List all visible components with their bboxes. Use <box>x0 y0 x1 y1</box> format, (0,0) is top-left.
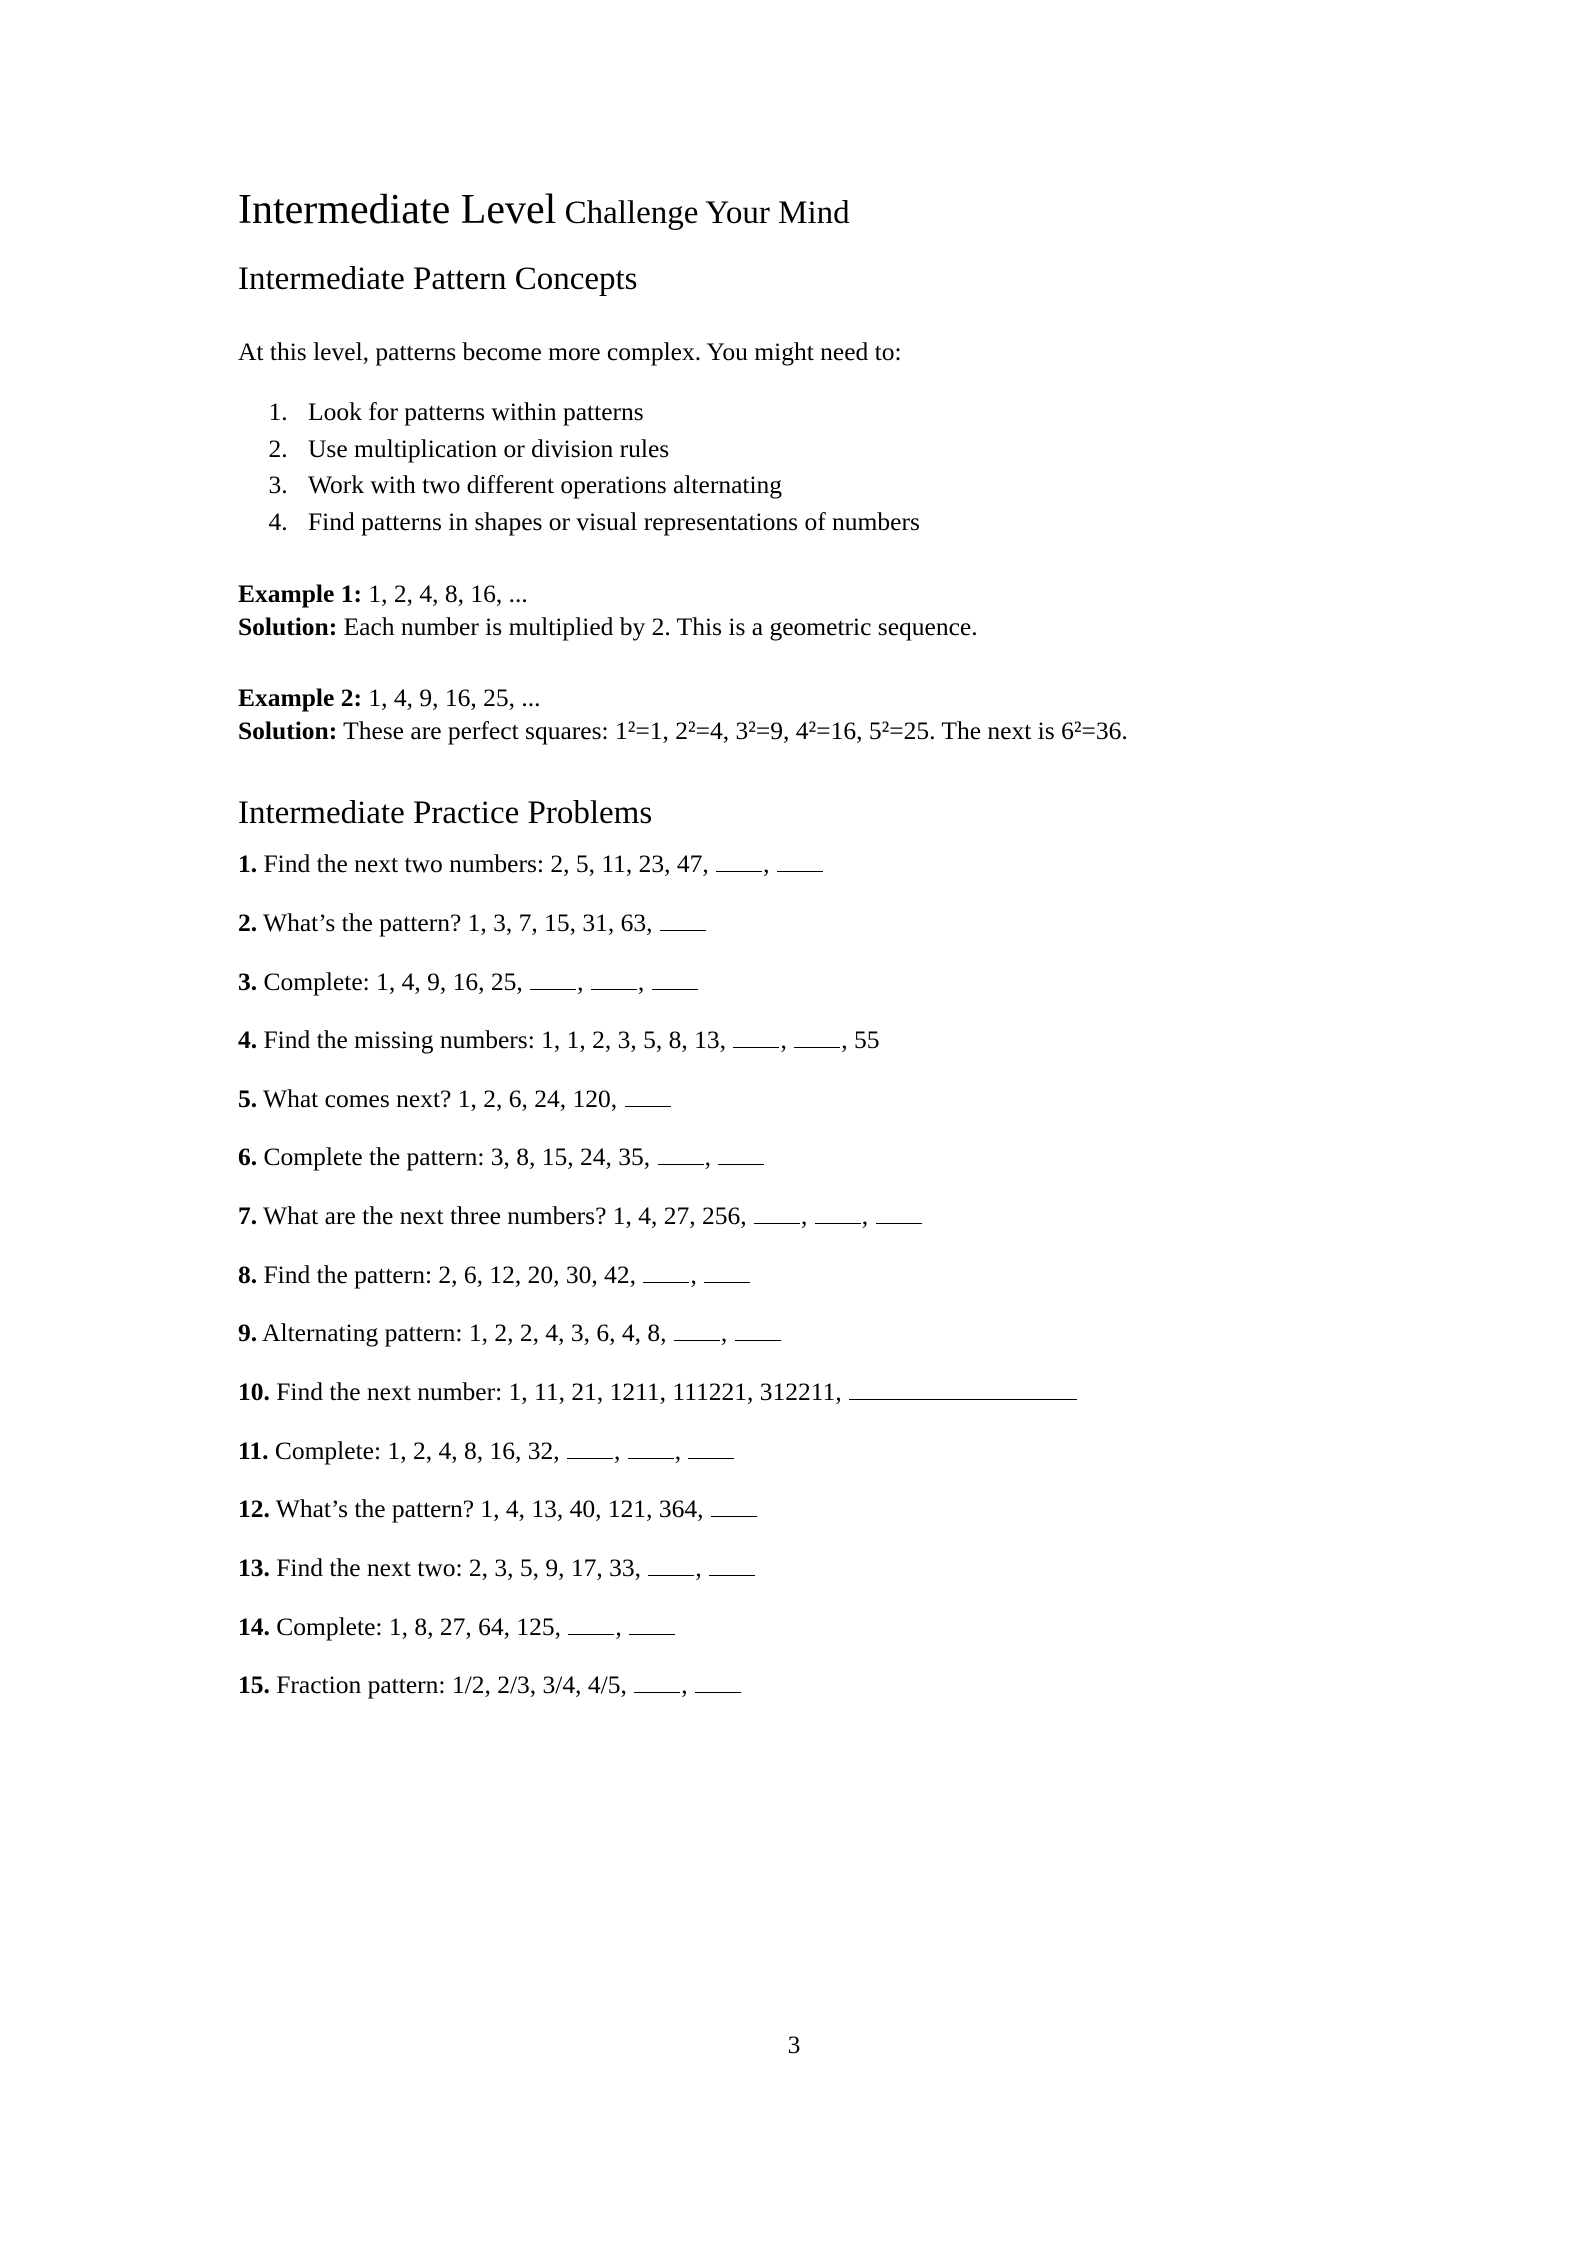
example-block-2 <box>238 682 1350 748</box>
practice-problem-number: 1. <box>238 849 258 879</box>
answer-blank[interactable] <box>648 1551 694 1575</box>
answer-blank[interactable] <box>754 1200 800 1224</box>
answer-blank[interactable] <box>704 1258 750 1282</box>
answer-blank[interactable] <box>794 1024 840 1048</box>
practice-problem-tail: , 55 <box>841 1025 880 1055</box>
practice-problem: 3. Complete: 1, 4, 9, 16, 25, , , <box>238 965 1350 998</box>
practice-problem-number: 7. <box>238 1201 258 1231</box>
practice-problem <box>238 1375 1350 1408</box>
practice-problem-text: Find the next number: 1, 11, 21, 1211, 111221, 312211, <box>269 1377 849 1407</box>
answer-blank[interactable] <box>718 1141 764 1165</box>
answer-blank[interactable] <box>530 965 576 989</box>
practice-problem-number: 9. <box>238 1318 258 1348</box>
answer-blank[interactable] <box>629 1610 675 1634</box>
answer-blank[interactable] <box>634 1669 680 1693</box>
practice-problem: 15. Fraction pattern: 1/2, 2/3, 3/4, 4/5, , <box>238 1668 1350 1701</box>
example-1-solution-text: Each number is multiplied by 2. This is a geometric sequence. <box>337 611 978 641</box>
page-title-sub-text: Challenge Your Mind <box>564 195 850 231</box>
practice-problem-number: 6. <box>238 1142 258 1172</box>
answer-blank[interactable] <box>660 906 706 930</box>
practice-problem-number: 3. <box>238 966 258 996</box>
practice-problem: 13. Find the next two: 2, 3, 5, 9, 17, 33, , <box>238 1551 1350 1584</box>
practice-problem <box>238 1492 1350 1525</box>
example-1-solution-label: Solution: <box>238 611 338 641</box>
practice-problem-number: 4. <box>238 1025 258 1055</box>
concepts-intro-text: At this level, patterns become more complex. You might need to: <box>238 337 902 367</box>
practice-problem-text: What comes next? 1, 2, 6, 24, 120, <box>257 1083 624 1113</box>
practice-problem-text: Fraction pattern: 1/2, 2/3, 3/4, 4/5, <box>269 1670 634 1700</box>
answer-blank[interactable] <box>688 1434 734 1458</box>
practice-problem-text: Find the next two: 2, 3, 5, 9, 17, 33, <box>269 1552 648 1582</box>
practice-problem-text: Complete: 1, 4, 9, 16, 25, <box>257 966 530 996</box>
practice-problem-text: Complete: 1, 8, 27, 64, 125, <box>269 1611 568 1641</box>
practice-problem <box>238 1082 1350 1115</box>
practice-problem-number: 2. <box>238 907 258 937</box>
answer-blank[interactable] <box>876 1200 922 1224</box>
example-2-solution-text: These are perfect squares: 1²=1, 2²=4, 3²=9, 4²=16, 5²=25. The next is 6²=36. <box>337 715 1128 745</box>
list-item-label: Work with two different operations alternating <box>308 470 783 500</box>
example-1-label: Example 1: <box>238 579 362 609</box>
answer-blank[interactable] <box>695 1669 741 1693</box>
practice-problem-number: 11. <box>238 1435 269 1465</box>
practice-problem-number: 10. <box>238 1377 270 1407</box>
example-1-problem <box>238 578 1350 611</box>
example-2-problem <box>238 682 1350 715</box>
example-1-solution <box>238 611 1350 644</box>
list-item-label: Use multiplication or division rules <box>308 433 670 463</box>
example-2-sequence: 1, 4, 9, 16, 25, ... <box>361 682 541 712</box>
answer-blank[interactable] <box>735 1317 781 1341</box>
answer-blank[interactable] <box>625 1082 671 1106</box>
practice-problem: 6. Complete the pattern: 3, 8, 15, 24, 35, , <box>238 1140 1350 1173</box>
practice-problem: 8. Find the pattern: 2, 6, 12, 20, 30, 42, , <box>238 1258 1350 1291</box>
practice-problem-text: What’s the pattern? 1, 4, 13, 40, 121, 364, <box>269 1494 710 1524</box>
practice-problem-text: Alternating pattern: 1, 2, 2, 4, 3, 6, 4, 8, <box>257 1318 673 1348</box>
list-item-label: Find patterns in shapes or visual representations of numbers <box>308 506 920 536</box>
practice-problem: 9. Alternating pattern: 1, 2, 2, 4, 3, 6, 4, 8, , <box>238 1316 1350 1349</box>
list-item <box>294 431 1350 467</box>
answer-blank[interactable] <box>674 1317 720 1341</box>
example-2-label: Example 2: <box>238 682 362 712</box>
example-2-solution <box>238 715 1350 748</box>
practice-problems-list <box>238 847 1350 1701</box>
answer-blank[interactable] <box>733 1024 779 1048</box>
page-title-main: Intermediate Level <box>238 187 557 233</box>
answer-blank[interactable] <box>815 1200 861 1224</box>
page-title <box>238 186 1350 236</box>
practice-problem-number: 15. <box>238 1670 270 1700</box>
practice-problem-number: 14. <box>238 1611 270 1641</box>
answer-blank[interactable] <box>591 965 637 989</box>
page-title-sub <box>556 195 849 231</box>
answer-blank[interactable] <box>628 1434 674 1458</box>
answer-blank[interactable] <box>716 848 762 872</box>
concepts-list <box>238 394 1350 540</box>
answer-blank[interactable] <box>658 1141 704 1165</box>
practice-problem-text: Complete the pattern: 3, 8, 15, 24, 35, <box>257 1142 657 1172</box>
practice-problem: 4. Find the missing numbers: 1, 1, 2, 3, 5, 8, 13, , , 55 <box>238 1025 880 1055</box>
practice-problem-number: 5. <box>238 1083 258 1113</box>
answer-blank[interactable] <box>567 1434 613 1458</box>
example-block-1 <box>238 578 1350 644</box>
practice-problem-number: 12. <box>238 1494 270 1524</box>
practice-problem-text: Find the missing numbers: 1, 1, 2, 3, 5, 8, 13, <box>257 1025 733 1055</box>
list-item <box>294 504 1350 540</box>
practice-problem: 14. Complete: 1, 8, 27, 64, 125, , <box>238 1610 1350 1643</box>
practice-problem-number: 13. <box>238 1552 270 1582</box>
list-item-label: Look for patterns within patterns <box>308 397 644 427</box>
practice-problem-text: What are the next three numbers? 1, 4, 27, 256, <box>257 1201 754 1231</box>
practice-problem-number: 8. <box>238 1259 258 1289</box>
list-item <box>294 467 1350 503</box>
section-heading-concepts: Intermediate Pattern Concepts <box>238 260 638 297</box>
practice-problem-text: What’s the pattern? 1, 3, 7, 15, 31, 63, <box>257 907 659 937</box>
answer-blank[interactable] <box>652 965 698 989</box>
practice-problem: 7. What are the next three numbers? 1, 4, 27, 256, , , <box>238 1199 1350 1232</box>
practice-problem-text: Find the next two numbers: 2, 5, 11, 23, 47, <box>257 849 716 879</box>
section-heading-practice: Intermediate Practice Problems <box>238 794 653 831</box>
list-item <box>294 394 1350 430</box>
answer-blank[interactable] <box>777 848 823 872</box>
example-2-solution-label: Solution: <box>238 715 338 745</box>
practice-problem: 11. Complete: 1, 2, 4, 8, 16, 32, , , <box>238 1434 1350 1467</box>
practice-problem <box>238 906 1350 939</box>
answer-blank[interactable] <box>568 1610 614 1634</box>
practice-problem: 1. Find the next two numbers: 2, 5, 11, 23, 47, , <box>238 847 1350 880</box>
page-number: 3 <box>787 2030 801 2059</box>
answer-blank[interactable] <box>709 1551 755 1575</box>
answer-blank[interactable] <box>643 1258 689 1282</box>
example-1-sequence: 1, 2, 4, 8, 16, ... <box>361 579 528 609</box>
practice-problem-text: Find the pattern: 2, 6, 12, 20, 30, 42, <box>257 1259 643 1289</box>
answer-blank[interactable] <box>711 1493 757 1517</box>
page-content <box>238 186 1350 1701</box>
practice-problem-text: Complete: 1, 2, 4, 8, 16, 32, <box>268 1435 566 1465</box>
answer-blank[interactable] <box>849 1376 1077 1400</box>
